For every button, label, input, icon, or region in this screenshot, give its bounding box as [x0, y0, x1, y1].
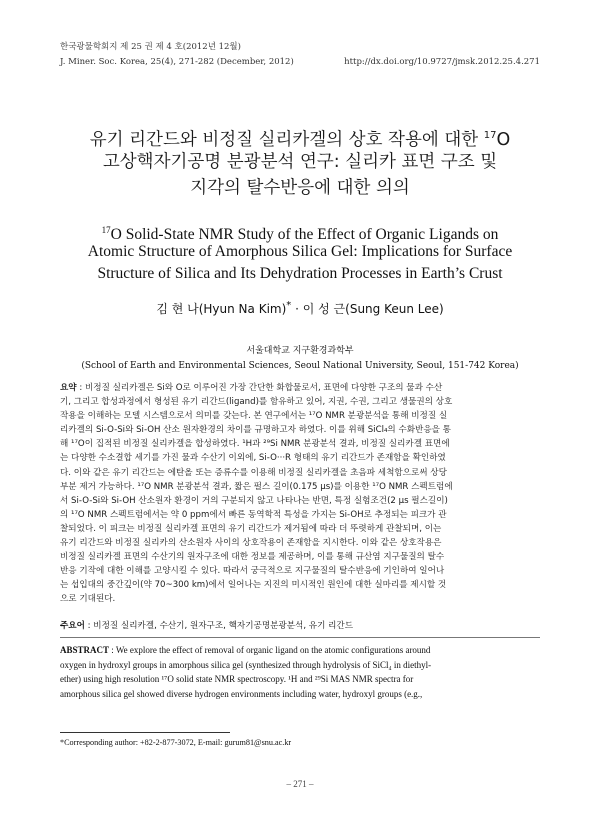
- affiliation-korean: 서울대학교 지구환경과학부: [246, 346, 354, 356]
- title-english-line-3: Structure of Silica and Its Dehydration Processes in Earth’s Crust: [97, 265, 503, 282]
- abstract-line: 비정질 실리카겔 표면의 수산기의 원자구조에 대한 정보를 제공하며, 이를 통해 규산염 지구물질의 탈수: [60, 552, 445, 563]
- abstract-line: 작용을 이해하는 모델 시스템으로서 의미를 갖는다. 본 연구에서는 ¹⁷O NMR 분광분석을 통해 비정질 실: [60, 411, 448, 422]
- corresponding-author-footnote: *Corresponding author: +82-2-877-3072, E-mail: gurum81@snu.ac.kr: [60, 738, 292, 747]
- affiliation-english: (School of Earth and Environmental Sciences, Seoul National University, Seoul, 151-742 Korea): [81, 361, 519, 371]
- abstract-line: ABSTRACT : We explore the effect of removal of organic ligand on the atomic configurations around: [60, 645, 431, 655]
- title-korean-line-1: 유기 리간드와 비정질 실리카겔의 상호 작용에 대한 $^{17}$O: [89, 129, 511, 150]
- corresponding-mark: *: [286, 300, 292, 311]
- abstract-line: 서 Si-O-Si와 Si-OH 산소원자 환경이 거의 구분되지 않고 나타나는 반면, 특정 실험조건(2 μs 펄스길이): [60, 495, 448, 506]
- keywords-label: 주요어: [60, 621, 85, 631]
- abstract-line: 으로 기대된다.: [60, 594, 116, 605]
- abstract-label: 요약: [60, 383, 77, 393]
- author-2: 이 성 근(Sung Keun Lee): [302, 302, 444, 316]
- abstract-line: 다. 이와 같은 유기 리간드는 에탄올 또는 증류수를 이용해 비정질 실리카겔을 초음파 세척함으로써 상당: [60, 467, 447, 478]
- abstract-korean: [60, 381, 540, 607]
- abstract-line: 부분 제거 가능하다. ¹⁷O NMR 분광분석 결과, 짧은 펄스 길이(0.175 μs)를 이용한 ¹⁷O NMR 스펙트럼에: [60, 481, 453, 492]
- abstract-line: 반응 기작에 대한 이해를 고양시킬 수 있다. 따라서 궁극적으로 지구물질의 탈수반응에 기인하여 일어나: [60, 566, 445, 577]
- abstract-line: 기, 그리고 합성과정에서 형성된 유기 리간드(ligand)를 함유하고 있어, 지권, 수권, 그리고 생물권의 상호: [60, 397, 453, 408]
- journal-header-english: J. Miner. Soc. Korea, 25(4), 271-282 (December, 2012): [60, 57, 294, 67]
- abstract-line: 해 ¹⁷O이 집적된 비정질 실리카겔을 합성하였다. ¹H과 ²⁹Si NMR 분광분석 결과, 비정질 실리카겔 표면에: [60, 439, 450, 450]
- abstract-line: 의 ¹⁷O NMR 스펙트럼에서는 약 0 ppm에서 빠른 동역학적 특성을 가지는 Si-OH로 추정되는 피크가 관: [60, 509, 447, 520]
- journal-header-korean: 한국광물학회지 제 25 권 제 4 호(2012년 12월): [60, 42, 241, 52]
- title-english-line-1: $^{17}$O Solid-State NMR Study of the Effect of Organic Ligands on: [101, 225, 499, 244]
- author-list: 김 현 나(Hyun Na Kim)* · 이 성 근(Sung Keun Lee): [156, 300, 444, 316]
- doi-link[interactable]: http://dx.doi.org/10.9727/jmsk.2012.25.4.271: [344, 57, 540, 67]
- title-korean-line-2: 고상핵자기공명 분광분석 연구: 실리카 표면 구조 및: [102, 152, 498, 172]
- abstract-english: [60, 643, 540, 701]
- footnote-rule: [60, 732, 230, 733]
- abstract-line: 는 섭입대의 중간깊이(약 70~300 km)에서 일어나는 지진의 미시적인 원인에 대한 실마리를 제시할 것: [60, 580, 447, 591]
- section-divider: [60, 637, 540, 638]
- author-1: 김 현 나(Hyun Na Kim): [156, 302, 287, 316]
- abstract-line: oxygen in hydroxyl groups in amorphous silica gel (synthesized through hydrolysis of SiCl₄ in diethyl-: [60, 659, 432, 670]
- abstract-english-label: ABSTRACT: [60, 645, 110, 655]
- title-english-line-2: Atomic Structure of Amorphous Silica Gel: Implications for Surface: [87, 243, 513, 260]
- abstract-line: ether) using high resolution ¹⁷O solid state NMR spectroscopy. ¹H and ²⁹Si MAS NMR spectra for: [60, 674, 414, 684]
- abstract-line: 는 다양한 수소결합 세기를 가진 물과 수산기 이외에, Si-O···R 형태의 유기 리간드가 존재함을 확인하였: [60, 453, 446, 464]
- abstract-line: 리카겔의 Si-O-Si와 Si-OH 산소 원자환경의 차이를 규명하고자 하였다. 이를 위해 SiCl₄의 수화반응을 통: [60, 425, 451, 436]
- keywords: 주요어 : 비정질 실리카겔, 수산기, 원자구조, 핵자기공명분광분석, 유기 리간드: [60, 621, 354, 631]
- abstract-line: 요약 : 비정질 실리카겔은 Si와 O로 이루어진 가장 간단한 화합물로서, 표면에 다양한 구조의 물과 수산: [60, 383, 443, 393]
- abstract-line: amorphous silica gel showed diverse hydrogen environments including water, hydroxyl groups (e.g.,: [60, 688, 423, 699]
- page-number: – 271 –: [286, 779, 314, 789]
- abstract-line: 유기 리간드와 비정질 실리카의 산소원자 사이의 상호작용이 존재함을 지시한다. 이와 같은 상호작용은: [60, 538, 442, 549]
- title-korean-line-3: 지각의 탈수반응에 대한 의의: [190, 178, 410, 198]
- abstract-line: 찰되었다. 이 피크는 비정질 실리카겔 표면의 유기 리간드가 제거됨에 따라 더 뚜렷하게 관찰되며, 이는: [60, 523, 442, 534]
